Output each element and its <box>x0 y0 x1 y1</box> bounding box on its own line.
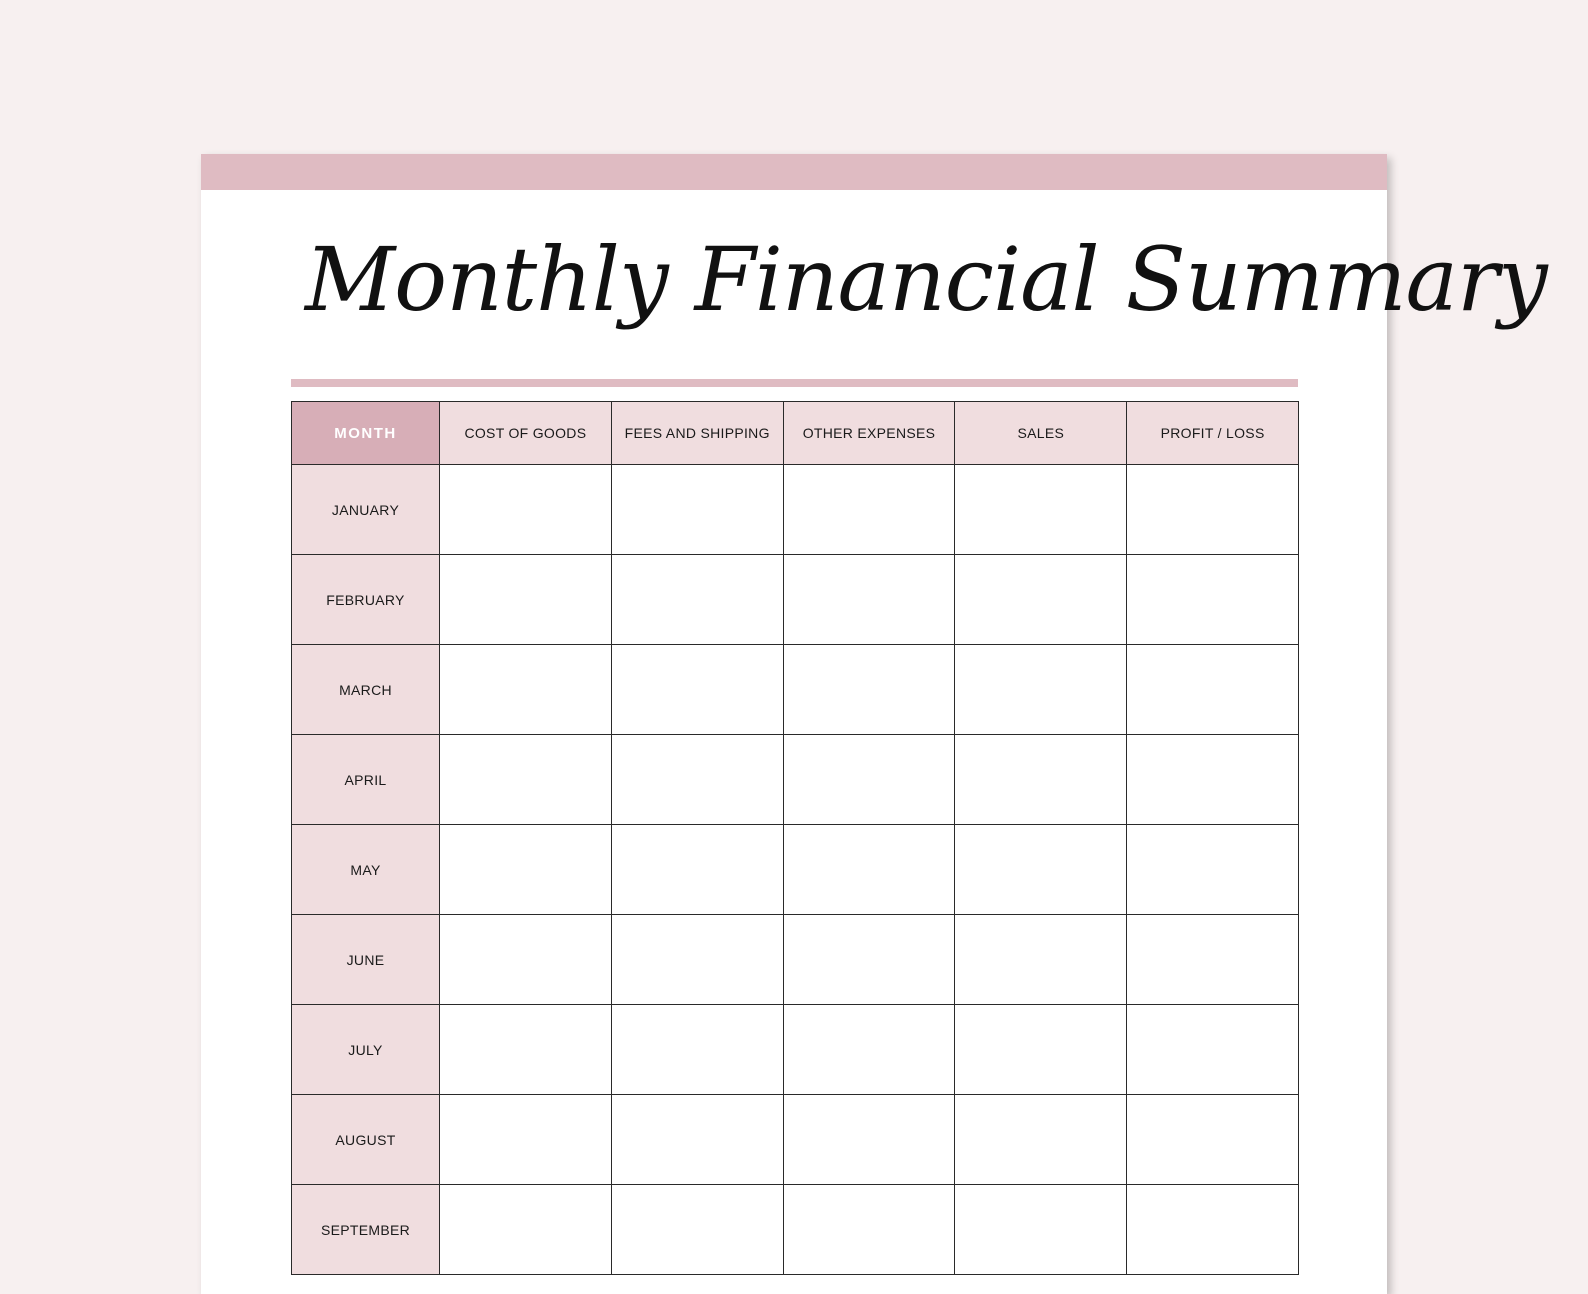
cost-of-goods-cell[interactable] <box>440 1005 612 1095</box>
profit-loss-cell[interactable] <box>1127 1185 1299 1275</box>
other-expenses-cell[interactable] <box>783 735 955 825</box>
month-label: JULY <box>292 1005 440 1095</box>
column-header-fees-and-shipping: FEES AND SHIPPING <box>611 402 783 465</box>
other-expenses-cell[interactable] <box>783 555 955 645</box>
profit-loss-cell[interactable] <box>1127 825 1299 915</box>
sales-cell[interactable] <box>955 1005 1127 1095</box>
profit-loss-cell[interactable] <box>1127 555 1299 645</box>
sales-cell[interactable] <box>955 735 1127 825</box>
column-header-other-expenses: OTHER EXPENSES <box>783 402 955 465</box>
cost-of-goods-cell[interactable] <box>440 735 612 825</box>
column-header-cost-of-goods: COST OF GOODS <box>440 402 612 465</box>
profit-loss-cell[interactable] <box>1127 1005 1299 1095</box>
table-row <box>292 1095 1299 1185</box>
fees-and-shipping-cell[interactable] <box>611 825 783 915</box>
other-expenses-cell[interactable] <box>783 645 955 735</box>
table-row <box>292 555 1299 645</box>
cost-of-goods-cell[interactable] <box>440 1095 612 1185</box>
fees-and-shipping-cell[interactable] <box>611 1095 783 1185</box>
month-label: JANUARY <box>292 465 440 555</box>
other-expenses-cell[interactable] <box>783 465 955 555</box>
planner-sheet <box>201 154 1547 1294</box>
table-row <box>292 735 1299 825</box>
month-label: FEBRUARY <box>292 555 440 645</box>
column-header-profit-loss: PROFIT / LOSS <box>1127 402 1299 465</box>
profit-loss-cell[interactable] <box>1127 915 1299 1005</box>
sales-cell[interactable] <box>955 1185 1127 1275</box>
fees-and-shipping-cell[interactable] <box>611 645 783 735</box>
column-header-sales: SALES <box>955 402 1127 465</box>
financial-summary-table <box>291 401 1299 1275</box>
fees-and-shipping-cell[interactable] <box>611 735 783 825</box>
fees-and-shipping-cell[interactable] <box>611 465 783 555</box>
profit-loss-cell[interactable] <box>1127 1095 1299 1185</box>
cost-of-goods-cell[interactable] <box>440 645 612 735</box>
month-label: JUNE <box>292 915 440 1005</box>
cost-of-goods-cell[interactable] <box>440 915 612 1005</box>
cost-of-goods-cell[interactable] <box>440 555 612 645</box>
table-row <box>292 1005 1299 1095</box>
sales-cell[interactable] <box>955 825 1127 915</box>
sales-cell[interactable] <box>955 915 1127 1005</box>
sales-cell[interactable] <box>955 465 1127 555</box>
other-expenses-cell[interactable] <box>783 825 955 915</box>
month-label: AUGUST <box>292 1095 440 1185</box>
profit-loss-cell[interactable] <box>1127 645 1299 735</box>
other-expenses-cell[interactable] <box>783 1185 955 1275</box>
cost-of-goods-cell[interactable] <box>440 1185 612 1275</box>
month-label: MAY <box>292 825 440 915</box>
fees-and-shipping-cell[interactable] <box>611 1005 783 1095</box>
sales-cell[interactable] <box>955 1095 1127 1185</box>
other-expenses-cell[interactable] <box>783 915 955 1005</box>
fees-and-shipping-cell[interactable] <box>611 915 783 1005</box>
page-title: Monthly Financial Summary <box>305 228 1547 331</box>
sales-cell[interactable] <box>955 555 1127 645</box>
fees-and-shipping-cell[interactable] <box>611 1185 783 1275</box>
sales-cell[interactable] <box>955 645 1127 735</box>
other-expenses-cell[interactable] <box>783 1095 955 1185</box>
profit-loss-cell[interactable] <box>1127 735 1299 825</box>
table-row <box>292 645 1299 735</box>
column-header-month: MONTH <box>292 402 440 465</box>
month-label: APRIL <box>292 735 440 825</box>
table-row <box>292 465 1299 555</box>
top-accent-band <box>201 154 1387 190</box>
table-row <box>292 1185 1299 1275</box>
table-row <box>292 825 1299 915</box>
fees-and-shipping-cell[interactable] <box>611 555 783 645</box>
cost-of-goods-cell[interactable] <box>440 825 612 915</box>
title-divider <box>291 379 1298 387</box>
other-expenses-cell[interactable] <box>783 1005 955 1095</box>
table-row <box>292 915 1299 1005</box>
table-header-row <box>292 402 1299 465</box>
month-label: MARCH <box>292 645 440 735</box>
cost-of-goods-cell[interactable] <box>440 465 612 555</box>
month-label: SEPTEMBER <box>292 1185 440 1275</box>
profit-loss-cell[interactable] <box>1127 465 1299 555</box>
